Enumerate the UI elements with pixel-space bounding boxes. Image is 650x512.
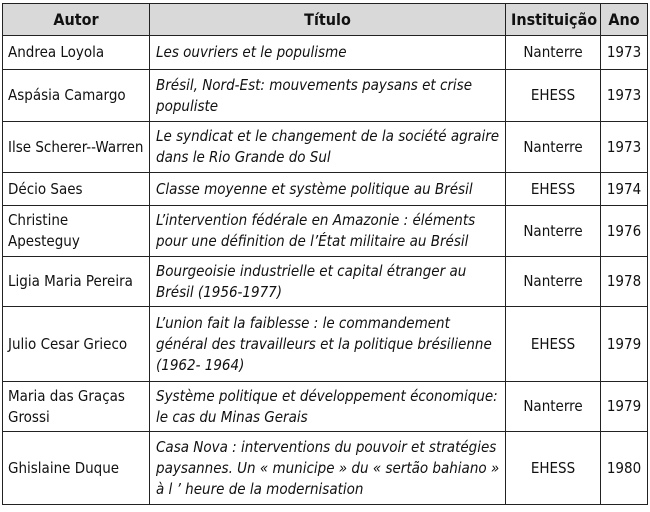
cell-instituicao: Nanterre	[506, 382, 601, 432]
cell-instituicao: Nanterre	[506, 122, 601, 173]
cell-titulo: Classe moyenne et système politique au Brésil	[150, 173, 506, 206]
cell-titulo: L’intervention fédérale en Amazonie : éléments pour une définition de l’État militaire au Brésil	[150, 206, 506, 257]
cell-ano: 1976	[601, 206, 648, 257]
table-row	[3, 382, 648, 432]
cell-titulo: Brésil, Nord-Est: mouvements paysans et crise populiste	[150, 70, 506, 122]
header-autor: Autor	[3, 4, 150, 36]
cell-autor: Décio Saes	[3, 173, 150, 206]
table-row	[3, 173, 648, 206]
cell-instituicao: Nanterre	[506, 257, 601, 307]
table-row	[3, 257, 648, 307]
cell-instituicao: EHESS	[506, 70, 601, 122]
cell-titulo: Bourgeoisie industrielle et capital étranger au Brésil (1956-1977)	[150, 257, 506, 307]
cell-titulo: Casa Nova : interventions du pouvoir et stratégies paysannes. Un « municipe » du « sertão bahiano » à l ’ heure de la modernisation	[150, 432, 506, 505]
header-instituicao: Instituição	[506, 4, 601, 36]
cell-ano: 1973	[601, 122, 648, 173]
cell-autor: Julio Cesar Grieco	[3, 307, 150, 382]
table-row	[3, 432, 648, 505]
header-ano: Ano	[601, 4, 648, 36]
table-row	[3, 206, 648, 257]
cell-ano: 1974	[601, 173, 648, 206]
cell-ano: 1978	[601, 257, 648, 307]
cell-ano: 1973	[601, 36, 648, 70]
cell-ano: 1973	[601, 70, 648, 122]
cell-instituicao: Nanterre	[506, 36, 601, 70]
cell-titulo: Système politique et développement économique: le cas du Minas Gerais	[150, 382, 506, 432]
cell-ano: 1980	[601, 432, 648, 505]
cell-titulo: Les ouvriers et le populisme	[150, 36, 506, 70]
cell-instituicao: EHESS	[506, 173, 601, 206]
cell-ano: 1979	[601, 382, 648, 432]
cell-ano: 1979	[601, 307, 648, 382]
cell-autor: Aspásia Camargo	[3, 70, 150, 122]
header-titulo: Título	[150, 4, 506, 36]
cell-instituicao: EHESS	[506, 307, 601, 382]
table-row	[3, 36, 648, 70]
table-row	[3, 70, 648, 122]
cell-titulo: L’union fait la faiblesse : le commandement général des travailleurs et la politique brésilienne (1962- 1964)	[150, 307, 506, 382]
header-row	[3, 4, 648, 36]
table-row	[3, 307, 648, 382]
cell-autor: Ghislaine Duque	[3, 432, 150, 505]
cell-instituicao: EHESS	[506, 432, 601, 505]
cell-autor: Maria das Graças Grossi	[3, 382, 150, 432]
cell-titulo: Le syndicat et le changement de la société agraire dans le Rio Grande do Sul	[150, 122, 506, 173]
table-row	[3, 122, 648, 173]
cell-autor: Ligia Maria Pereira	[3, 257, 150, 307]
cell-instituicao: Nanterre	[506, 206, 601, 257]
cell-autor: Ilse Scherer--Warren	[3, 122, 150, 173]
cell-autor: Christine Apesteguy	[3, 206, 150, 257]
cell-autor: Andrea Loyola	[3, 36, 150, 70]
theses-table	[2, 3, 648, 505]
